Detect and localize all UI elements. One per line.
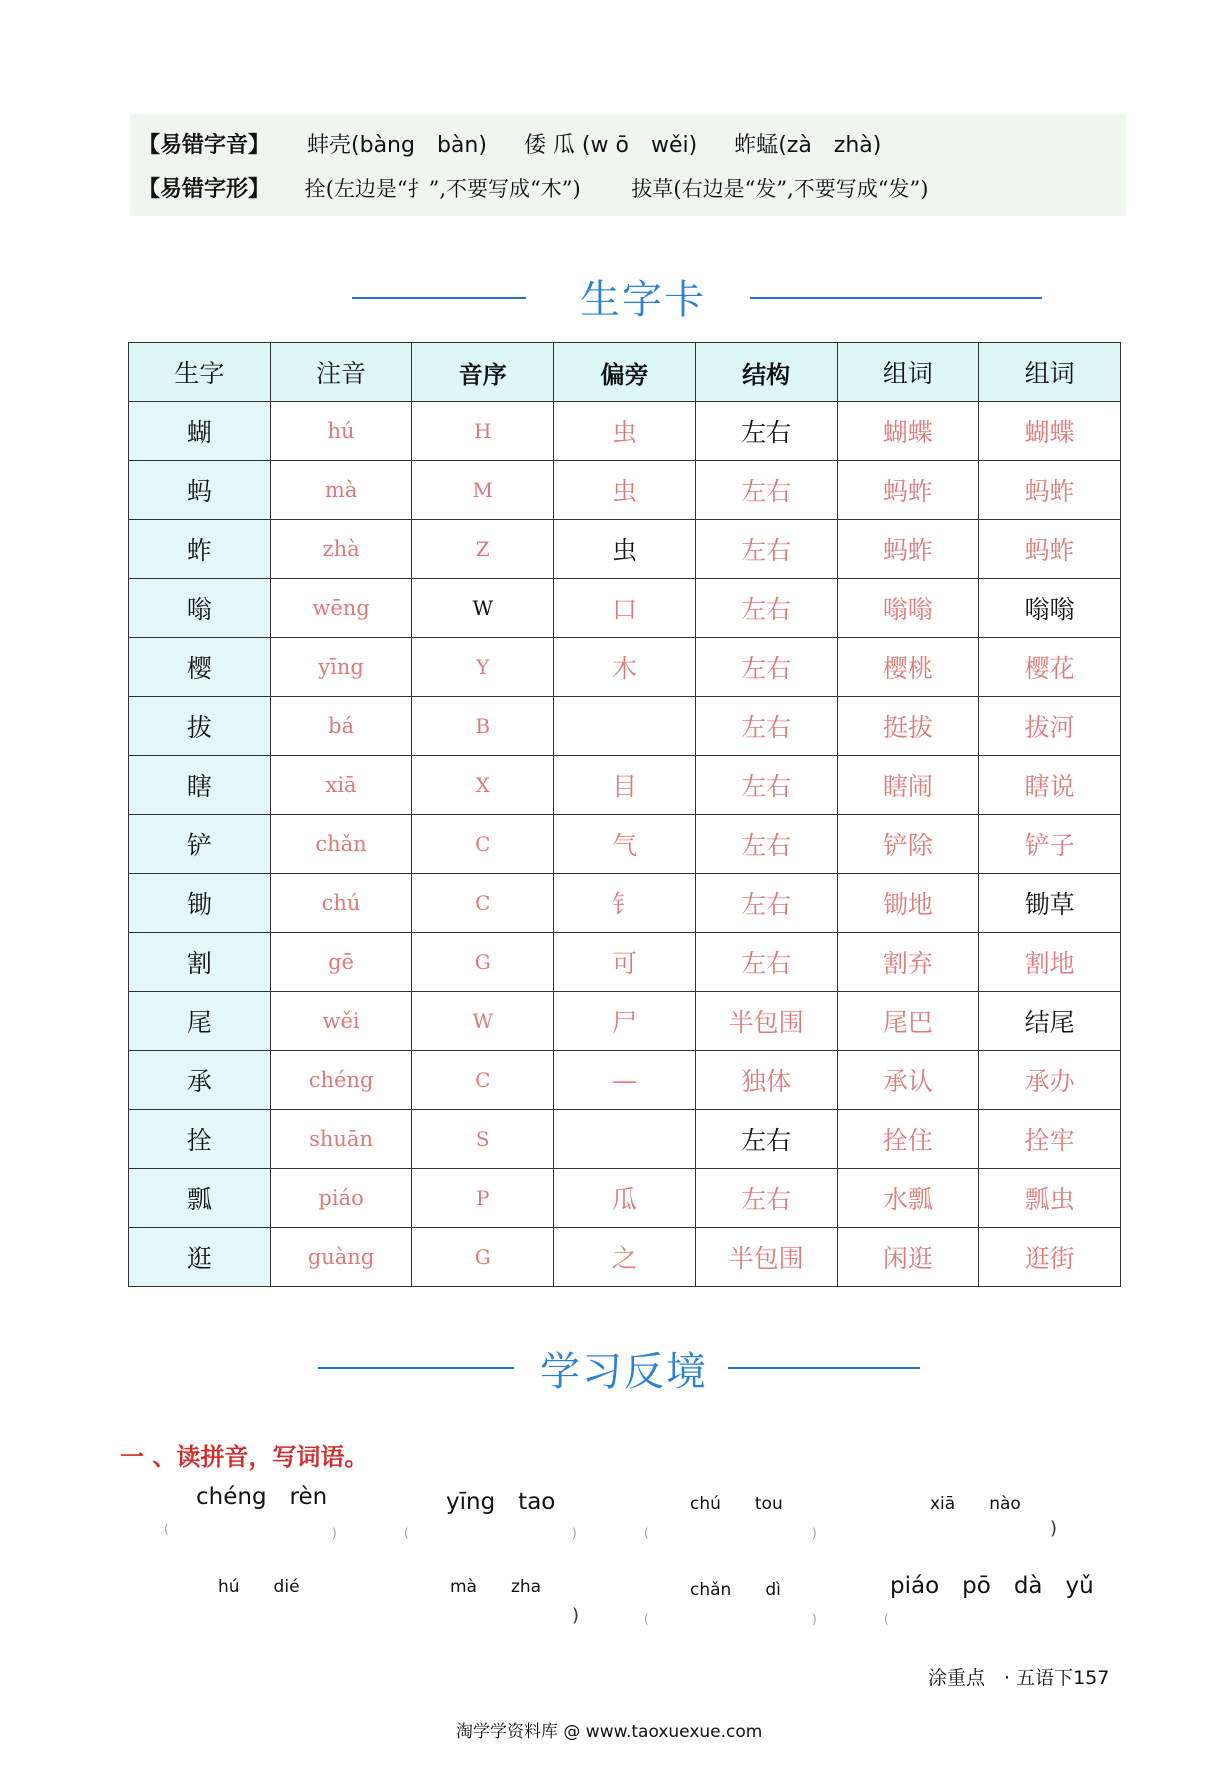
pinyin-prompt: yīng tao	[446, 1489, 556, 1515]
table-header-row	[129, 343, 1121, 402]
pinyin-cell: chǎn	[270, 815, 412, 874]
header-cell: 组词	[837, 343, 979, 402]
pinyin-prompt: piáo pō dà yǔ	[890, 1573, 1094, 1599]
radical-cell: 之	[554, 1228, 696, 1287]
char-cell: 尾	[129, 992, 271, 1051]
char-cell: 逛	[129, 1228, 271, 1287]
initial-cell: Y	[412, 638, 554, 697]
structure-cell: 左右	[695, 579, 837, 638]
answer-paren-right: )	[332, 1526, 337, 1540]
section-title-feedback: 学习反境	[540, 1349, 708, 1395]
radical-cell: 尸	[554, 992, 696, 1051]
header-cell: 生字	[129, 343, 271, 402]
title-rule-left	[352, 297, 526, 299]
char-cell: 瓢	[129, 1169, 271, 1228]
title-rule-right	[750, 297, 1042, 299]
radical-cell: 虫	[554, 520, 696, 579]
char-cell: 嗡	[129, 579, 271, 638]
structure-cell: 独体	[695, 1051, 837, 1110]
table-row	[129, 815, 1121, 874]
char-cell: 蚱	[129, 520, 271, 579]
word-cell: 嗡嗡	[837, 579, 979, 638]
structure-cell: 左右	[695, 874, 837, 933]
structure-cell: 左右	[695, 402, 837, 461]
answer-paren-right: )	[572, 1605, 580, 1626]
section-title-cards: 生字卡	[580, 277, 706, 323]
word-cell: 蚂蚱	[979, 520, 1121, 579]
initial-cell: C	[412, 815, 554, 874]
pinyin-prompt: chéng rèn	[196, 1484, 328, 1510]
radical-cell: 气	[554, 815, 696, 874]
pinyin-cell: zhà	[270, 520, 412, 579]
radical-cell: 钅	[554, 874, 696, 933]
header-cell: 偏旁	[554, 343, 696, 402]
initial-cell: C	[412, 874, 554, 933]
error-notes-box	[130, 114, 1126, 216]
char-cell: 拴	[129, 1110, 271, 1169]
initial-cell: G	[412, 933, 554, 992]
initial-cell: G	[412, 1228, 554, 1287]
char-cell: 瞎	[129, 756, 271, 815]
pinyin-cell: bá	[270, 697, 412, 756]
word-cell: 闲逛	[837, 1228, 979, 1287]
answer-paren-left: (	[164, 1522, 169, 1536]
char-cell: 割	[129, 933, 271, 992]
pinyin-cell: yīng	[270, 638, 412, 697]
table-row	[129, 756, 1121, 815]
radical-cell	[554, 1110, 696, 1169]
table-row	[129, 579, 1121, 638]
answer-paren-left: (	[884, 1612, 889, 1626]
word-cell: 拔河	[979, 697, 1121, 756]
initial-cell: W	[412, 992, 554, 1051]
radical-cell: 口	[554, 579, 696, 638]
pinyin-prompt: xiā nào	[930, 1494, 1021, 1514]
word-cell: 逛街	[979, 1228, 1121, 1287]
initial-cell: S	[412, 1110, 554, 1169]
word-cell: 铲子	[979, 815, 1121, 874]
answer-paren-right: )	[1050, 1518, 1058, 1539]
word-cell: 蚂蚱	[837, 461, 979, 520]
char-cell: 锄	[129, 874, 271, 933]
table-row	[129, 992, 1121, 1051]
initial-cell: B	[412, 697, 554, 756]
header-cell: 结构	[695, 343, 837, 402]
word-cell: 樱花	[979, 638, 1121, 697]
table-body	[129, 402, 1121, 1287]
pinyin-prompt: mà zha	[450, 1577, 542, 1597]
radical-cell: 木	[554, 638, 696, 697]
structure-cell: 左右	[695, 756, 837, 815]
pinyin-cell: wēng	[270, 579, 412, 638]
structure-cell: 左右	[695, 697, 837, 756]
char-cell: 承	[129, 1051, 271, 1110]
structure-cell: 半包围	[695, 992, 837, 1051]
title-rule-left	[318, 1367, 514, 1369]
structure-cell: 左右	[695, 520, 837, 579]
char-cell: 樱	[129, 638, 271, 697]
table-row	[129, 520, 1121, 579]
answer-paren-left: (	[644, 1612, 649, 1626]
word-cell: 瞎说	[979, 756, 1121, 815]
word-cell: 挺拔	[837, 697, 979, 756]
sound-item: 蚌壳(bàng bàn)	[307, 133, 487, 158]
shape-item: 拴(左边是“扌”,不要写成“木”)	[304, 177, 581, 201]
word-cell: 结尾	[979, 992, 1121, 1051]
radical-cell: 可	[554, 933, 696, 992]
char-cell: 铲	[129, 815, 271, 874]
sound-item: 蚱蜢(zà zhà)	[734, 133, 882, 158]
word-cell: 樱桃	[837, 638, 979, 697]
title-rule-right	[728, 1367, 920, 1369]
shape-tag: 【易错字形】	[138, 177, 271, 202]
site-watermark: 淘学学资料库 @ www.taoxuexue.com	[456, 1722, 763, 1742]
pinyin-cell: guàng	[270, 1228, 412, 1287]
header-cell: 音序	[412, 343, 554, 402]
word-cell: 蚂蚱	[979, 461, 1121, 520]
initial-cell: C	[412, 1051, 554, 1110]
initial-cell: H	[412, 402, 554, 461]
table-row	[129, 638, 1121, 697]
pinyin-cell: gē	[270, 933, 412, 992]
pinyin-prompt: chǎn dì	[690, 1580, 781, 1600]
pinyin-cell: chéng	[270, 1051, 412, 1110]
word-cell: 割弃	[837, 933, 979, 992]
structure-cell: 左右	[695, 815, 837, 874]
structure-cell: 左右	[695, 461, 837, 520]
table-row	[129, 1110, 1121, 1169]
page-number: 涂重点 · 五语下157	[928, 1667, 1110, 1689]
word-cell: 蝴蝶	[837, 402, 979, 461]
word-cell: 瞎闹	[837, 756, 979, 815]
radical-cell	[554, 697, 696, 756]
pinyin-cell: xiā	[270, 756, 412, 815]
answer-paren-right: )	[812, 1526, 817, 1540]
answer-paren-right: )	[572, 1526, 577, 1540]
initial-cell: W	[412, 579, 554, 638]
structure-cell: 左右	[695, 1110, 837, 1169]
table-row	[129, 874, 1121, 933]
word-cell: 拴住	[837, 1110, 979, 1169]
pinyin-cell: wěi	[270, 992, 412, 1051]
structure-cell: 半包围	[695, 1228, 837, 1287]
pinyin-prompt: chú tou	[690, 1494, 783, 1514]
word-cell: 铲除	[837, 815, 979, 874]
vocabulary-table	[128, 342, 1121, 1287]
char-cell: 蚂	[129, 461, 271, 520]
initial-cell: M	[412, 461, 554, 520]
word-cell: 锄地	[837, 874, 979, 933]
radical-cell: 瓜	[554, 1169, 696, 1228]
initial-cell: P	[412, 1169, 554, 1228]
radical-cell: —	[554, 1051, 696, 1110]
radical-cell: 虫	[554, 402, 696, 461]
pinyin-cell: chú	[270, 874, 412, 933]
answer-paren-left: (	[644, 1526, 649, 1540]
answer-paren-right: )	[812, 1612, 817, 1626]
table-row	[129, 1169, 1121, 1228]
shape-notes-line	[138, 172, 928, 203]
header-cell: 注音	[270, 343, 412, 402]
table-row	[129, 402, 1121, 461]
table-row	[129, 933, 1121, 992]
structure-cell: 左右	[695, 933, 837, 992]
word-cell: 蝴蝶	[979, 402, 1121, 461]
table-row	[129, 1228, 1121, 1287]
header-cell: 组词	[979, 343, 1121, 402]
sound-tag: 【易错字音】	[138, 133, 271, 158]
table-row	[129, 697, 1121, 756]
char-cell: 蝴	[129, 402, 271, 461]
word-cell: 承办	[979, 1051, 1121, 1110]
table-row	[129, 1051, 1121, 1110]
answer-paren-left: (	[404, 1526, 409, 1540]
word-cell: 尾巴	[837, 992, 979, 1051]
structure-cell: 左右	[695, 638, 837, 697]
initial-cell: Z	[412, 520, 554, 579]
word-cell: 瓢虫	[979, 1169, 1121, 1228]
radical-cell: 目	[554, 756, 696, 815]
sound-notes-line	[138, 128, 881, 159]
char-cell: 拔	[129, 697, 271, 756]
word-cell: 割地	[979, 933, 1121, 992]
word-cell: 蚂蚱	[837, 520, 979, 579]
word-cell: 水瓢	[837, 1169, 979, 1228]
initial-cell: X	[412, 756, 554, 815]
radical-cell: 虫	[554, 461, 696, 520]
word-cell: 承认	[837, 1051, 979, 1110]
pinyin-prompt: hú dié	[218, 1577, 300, 1597]
word-cell: 拴牢	[979, 1110, 1121, 1169]
question-title: 一 、读拼音，写词语。	[120, 1443, 369, 1471]
table-row	[129, 461, 1121, 520]
pinyin-cell: hú	[270, 402, 412, 461]
shape-item: 拔草(右边是“发”,不要写成“发”)	[631, 177, 929, 201]
sound-item: 倭 瓜 (w ō wěi)	[523, 133, 698, 158]
pinyin-cell: piáo	[270, 1169, 412, 1228]
word-cell: 锄草	[979, 874, 1121, 933]
word-cell: 嗡嗡	[979, 579, 1121, 638]
pinyin-cell: mà	[270, 461, 412, 520]
pinyin-cell: shuān	[270, 1110, 412, 1169]
structure-cell: 左右	[695, 1169, 837, 1228]
